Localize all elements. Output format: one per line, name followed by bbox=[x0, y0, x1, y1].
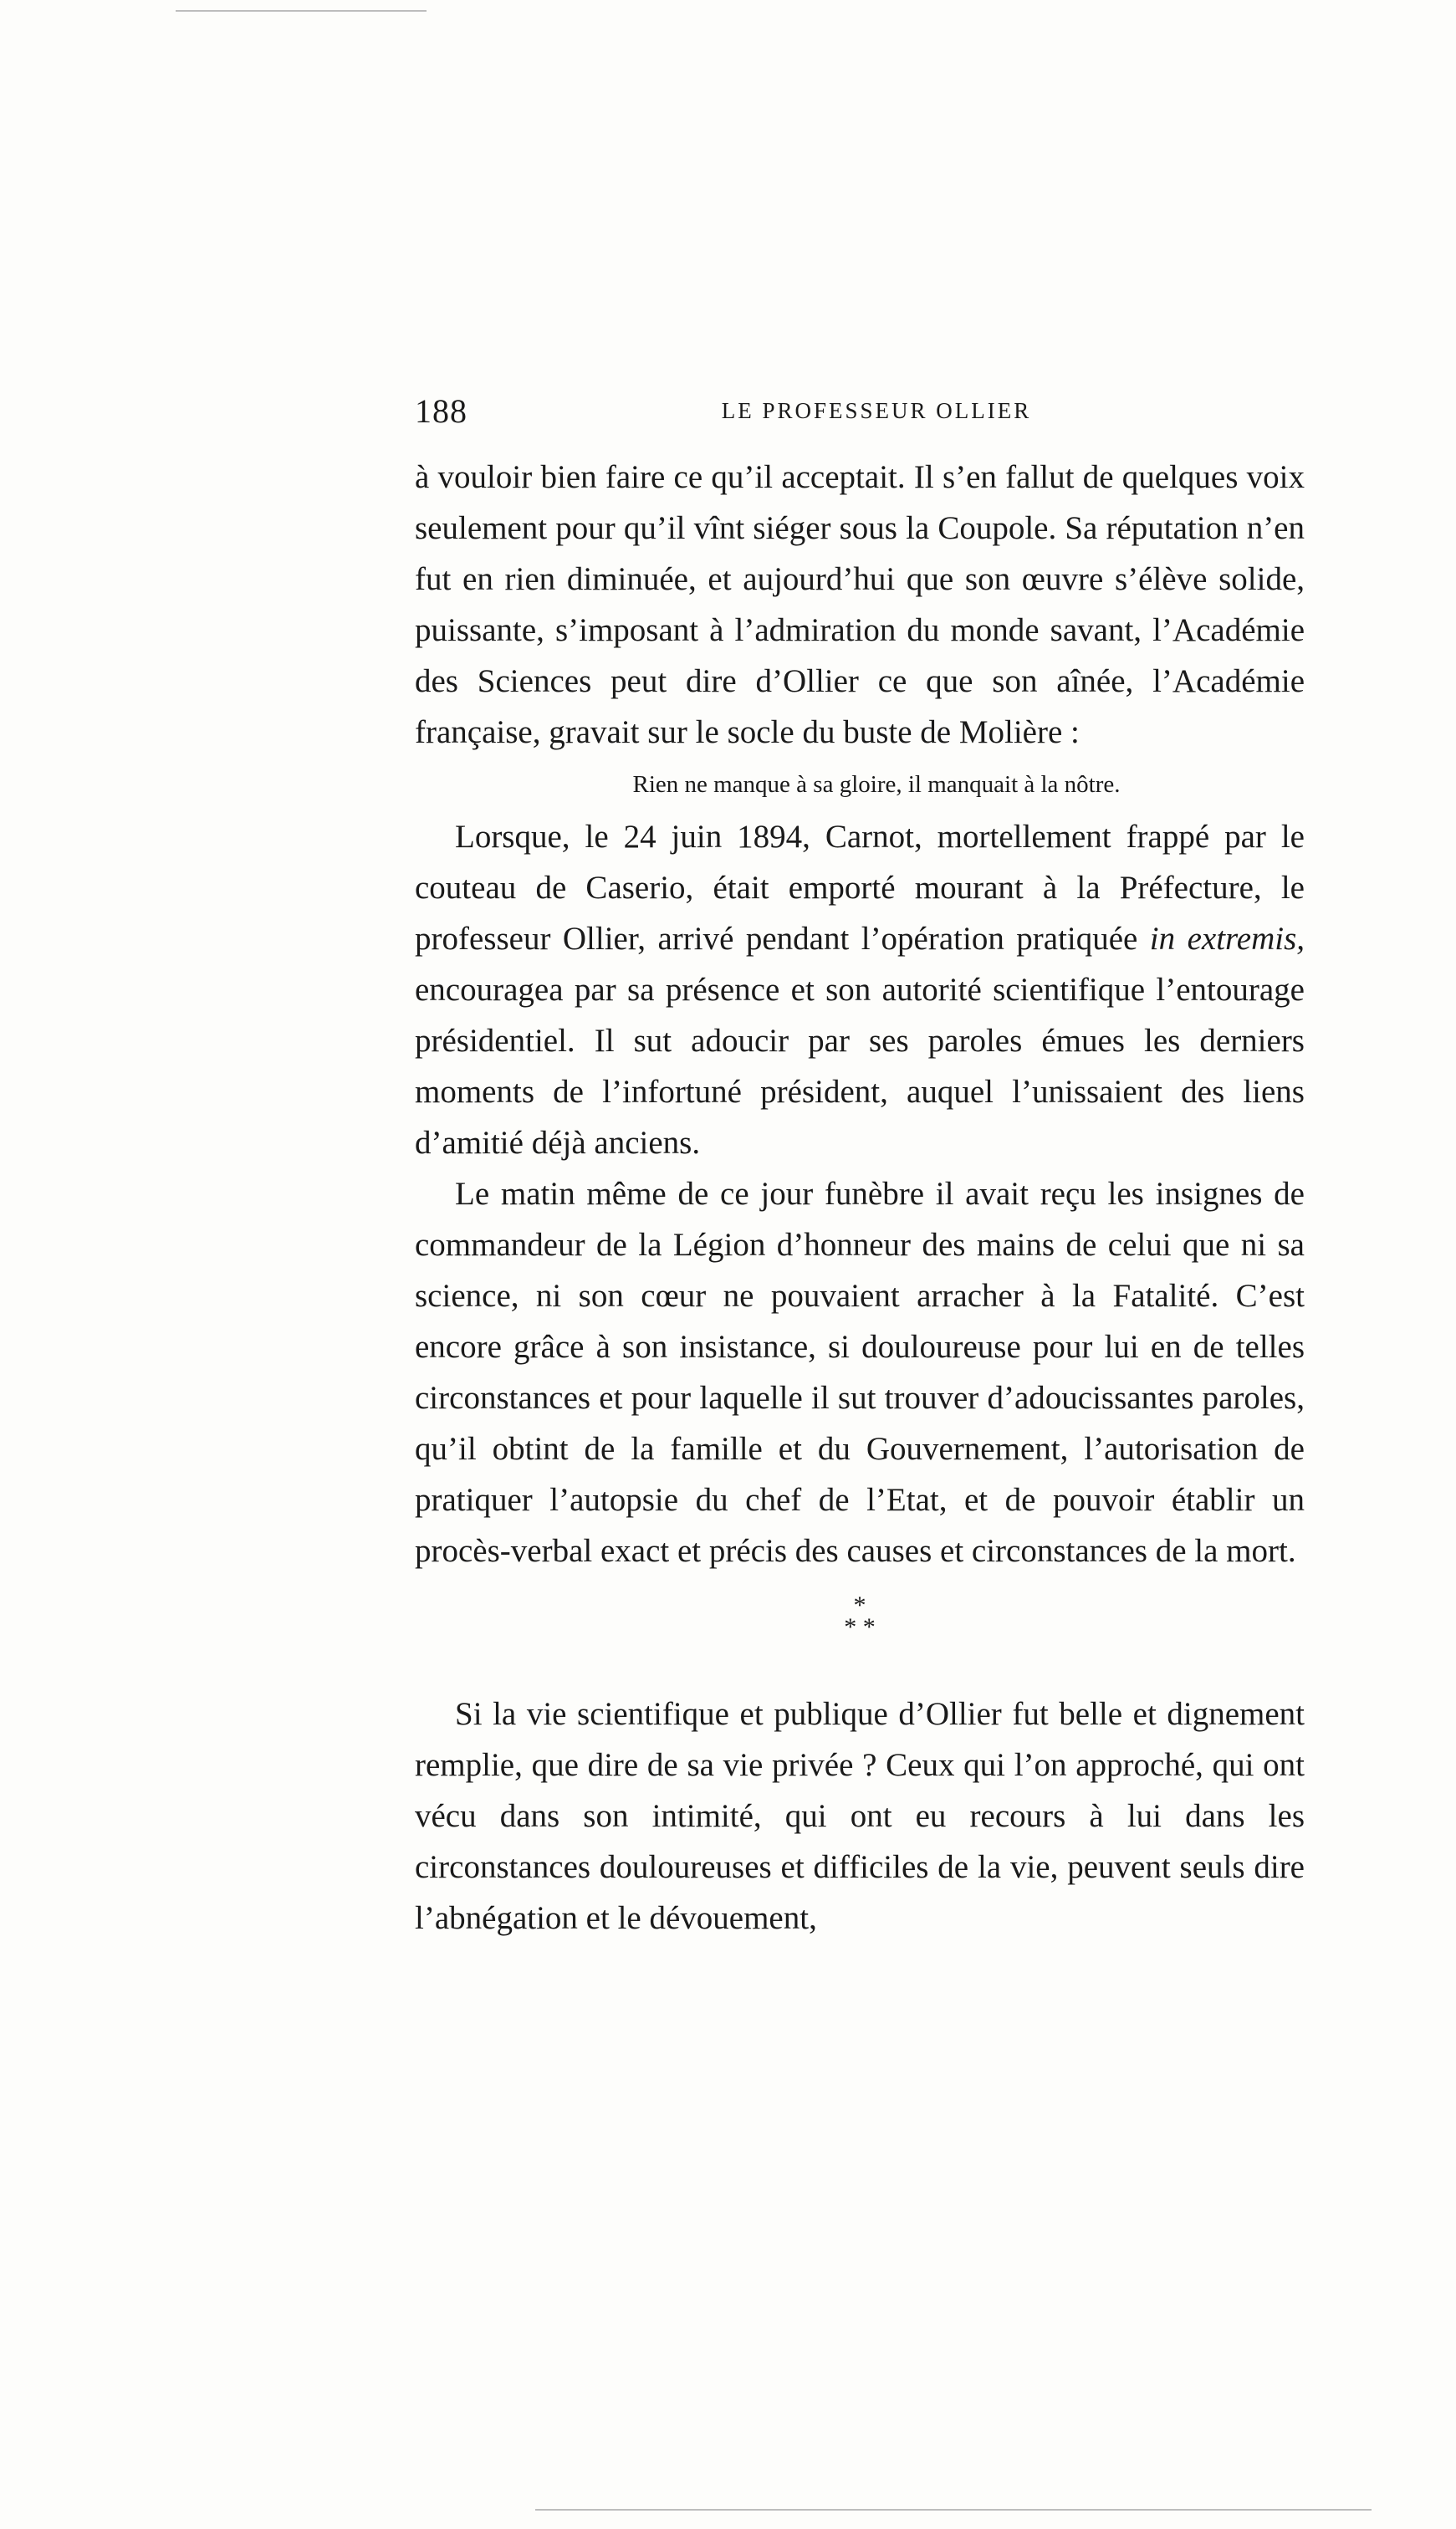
body-text bbox=[415, 452, 1305, 1944]
paragraph-4: Si la vie scientifique et publique d’Ollier fut belle et dignement remplie, que dire de sa vie privée ? Ceux qui l’on approché, qui ont vécu dans son intimité, qui ont eu recours à lui dans les circonstances douloureuses et difficiles de la vie, peuvent seuls dire l’abnégation et le dévouement, bbox=[415, 1696, 1305, 1936]
paragraph-3: Le matin même de ce jour funèbre il avait reçu les insignes de commandeur de la Légion d’honneur des mains de celui que ni sa science, ni son cœur ne pouvaient arracher à la Fatalité. C’est encore grâce à son insistance, si douloureuse pour lui en de telles circonstances et pour laquelle il sut trouver d’adoucissantes paroles, qu’il obtint de la famille et du Gouvernement, l’autorisation de pratiquer l’autopsie du chef de l’Etat, et de pouvoir établir un procès-verbal exact et précis des causes et circonstances de la mort. bbox=[415, 1176, 1305, 1569]
paragraph-2 bbox=[415, 811, 1305, 1168]
moliere-quote: Rien ne manque à sa gloire, il manquait à la nôtre. bbox=[632, 771, 1121, 798]
paragraph-2-end: encouragea par sa présence et son autorité scientifique l’entourage présidentiel. Il sut adoucir par ses paroles émues les derniers moments de l’infortuné président, auquel l’unissaient des liens d’amitié déjà anciens. bbox=[415, 972, 1305, 1161]
asterism-bottom: * * bbox=[844, 1613, 876, 1641]
running-head bbox=[415, 386, 1305, 437]
scan-mark-bottom bbox=[535, 2509, 1372, 2511]
paragraph-1: à vouloir bien faire ce qu’il acceptait. Il s’en fallut de quelques voix seulement pour qu’il vînt siéger sous la Coupole. Sa réputation n’en fut en rien diminuée, et aujourd’hui que son œuvre s’élève solide, puissante, s’imposant à l’admiration du monde savant, l’Académie des Sciences peut dire d’Ollier ce que son aînée, l’Académie française, gravait sur le socle du buste de Molière : bbox=[415, 459, 1305, 750]
asterism bbox=[415, 1576, 1305, 1689]
scan-mark-top bbox=[176, 10, 427, 12]
page-number: 188 bbox=[415, 392, 467, 430]
paragraph-2-start: Lorsque, le 24 juin 1894, Carnot, mortellement frappé par le couteau de Caserio, était emporté mourant à la Préfecture, le professeur Ollier, arrivé pendant l’opération pratiquée bbox=[415, 819, 1305, 957]
paragraph-2-italic: in extremis, bbox=[1149, 921, 1305, 957]
asterism-top: * bbox=[853, 1591, 866, 1619]
running-title: LE PROFESSEUR OLLIER bbox=[721, 398, 1032, 423]
